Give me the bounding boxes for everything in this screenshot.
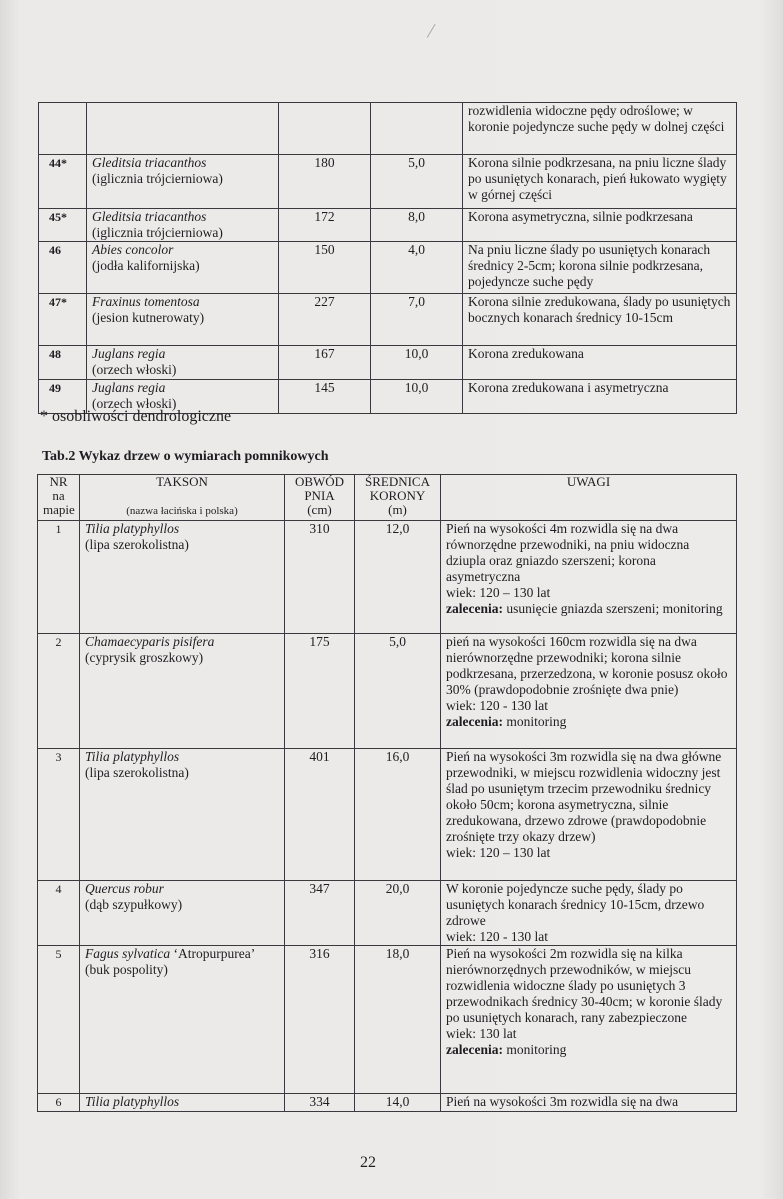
taxon-polish: (dąb szypułkowy) xyxy=(85,897,183,912)
table-row xyxy=(38,946,737,1094)
girth-cell: 150 xyxy=(279,242,371,294)
table-row xyxy=(38,749,737,881)
row-number: 4 xyxy=(38,881,80,946)
taxon-cell xyxy=(87,209,279,242)
table-caption: Tab.2 Wykaz drzew o wymiarach pomnikowych xyxy=(42,449,329,464)
row-number: 45* xyxy=(39,209,87,242)
crown-cell: 18,0 xyxy=(355,946,441,1094)
remarks-cell: Pień na wysokości 3m rozwidla się na dwa główne przewodniki, w miejscu rozwidlenia widoczny jest ślad po usuniętym trzecim przewodniku średnicy około 50cm; korona asymetryczna, silnie zredukowana, drzewo zdrowe (prawdopodobnie zrośnięte trzy okazy drzew) wiek: 120 – 130 lat xyxy=(441,749,737,881)
girth-cell: 227 xyxy=(279,294,371,346)
girth-cell: 180 xyxy=(279,155,371,209)
pencil-mark: / xyxy=(425,17,437,44)
taxon-polish: (jesion kutnerowaty) xyxy=(92,310,205,325)
table-row xyxy=(39,155,737,209)
remarks-cell: pień na wysokości 160cm rozwidla się na dwa nierównorzędne przewodniki; korona silnie podkrzesana, przerzedzona, w koronie posusz około 30% (prawdopodobnie zrośnięte dwa pnie) wiek: 120 - 130 lat zalecenia: monitoring xyxy=(441,634,737,749)
row-number: 47* xyxy=(39,294,87,346)
crown-cell: 16,0 xyxy=(355,749,441,881)
remarks-cell: Korona silnie podkrzesana, na pniu liczne ślady po usuniętych konarach, pień łukowato wygięty w górnej części xyxy=(463,155,737,209)
taxon-cell xyxy=(80,521,285,634)
row-number: 48 xyxy=(39,346,87,380)
remarks-cell: Pień na wysokości 2m rozwidla się na kilka nierównorzędnych przewodników, w miejscu rozwidlenia widoczne ślady po usuniętych 3 przewodnikach średnicy 30-40cm; w koronie ślady po usuniętych konarach, rany zabezpieczone wiek: 130 lat zalecenia: monitoring xyxy=(441,946,737,1094)
taxon-polish: (cyprysik groszkowy) xyxy=(85,650,204,665)
table-header-row xyxy=(38,475,737,521)
remarks-cell: Korona zredukowana xyxy=(463,346,737,380)
girth-cell: 310 xyxy=(285,521,355,634)
table-row xyxy=(38,881,737,946)
col-header-taxon: TAKSON (nazwa łacińska i polska) xyxy=(80,475,285,521)
taxon-latin: Quercus robur xyxy=(85,881,164,896)
taxon-polish: (lipa szerokolistna) xyxy=(85,765,189,780)
table-row xyxy=(39,242,737,294)
col-header-nr: NR na mapie xyxy=(38,475,80,521)
taxon-cell xyxy=(87,346,279,380)
taxon-cell xyxy=(80,749,285,881)
taxon-polish: (jodła kalifornijska) xyxy=(92,258,200,273)
crown-cell: 10,0 xyxy=(371,346,463,380)
col-header-girth: OBWÓD PNIA (cm) xyxy=(285,475,355,521)
taxon-cell xyxy=(87,294,279,346)
crown-cell: 8,0 xyxy=(371,209,463,242)
taxon-latin: Juglans regia xyxy=(92,346,166,361)
row-number: 6 xyxy=(38,1094,80,1112)
taxon-cell xyxy=(80,634,285,749)
taxon-cell xyxy=(80,881,285,946)
remarks-cell: Na pniu liczne ślady po usuniętych konarach średnicy 2-5cm; korona silnie podkrzesana, pojedyncze suche pędy xyxy=(463,242,737,294)
table-row xyxy=(38,634,737,749)
table-row xyxy=(38,521,737,634)
girth-cell: 334 xyxy=(285,1094,355,1112)
crown-cell: 4,0 xyxy=(371,242,463,294)
taxon-polish: (orzech włoski) xyxy=(92,396,177,411)
page-number: 22 xyxy=(360,1154,376,1171)
taxon-polish: (buk pospolity) xyxy=(85,962,168,977)
row-number: 3 xyxy=(38,749,80,881)
taxon-latin: Gleditsia triacanthos xyxy=(92,155,207,170)
girth-cell: 347 xyxy=(285,881,355,946)
row-number: 2 xyxy=(38,634,80,749)
girth-cell: 172 xyxy=(279,209,371,242)
footnote: * osobliwości dendrologiczne xyxy=(40,408,232,425)
taxon-polish: (orzech włoski) xyxy=(92,362,177,377)
taxon-latin: Juglans regia xyxy=(92,380,166,395)
crown-cell: 7,0 xyxy=(371,294,463,346)
taxon-cultivar: ‘Atropurpurea’ xyxy=(170,946,256,961)
taxon-cell xyxy=(87,242,279,294)
taxon-polish: (iglicznia trójcierniowa) xyxy=(92,171,223,186)
taxon-latin: Gleditsia triacanthos xyxy=(92,209,207,224)
crown-cell: 10,0 xyxy=(371,380,463,414)
taxon-latin: Tilia platyphyllos xyxy=(85,521,180,536)
remarks-cell: Korona asymetryczna, silnie podkrzesana xyxy=(463,209,737,242)
remarks-cell: rozwidlenia widoczne pędy odroślowe; w koronie pojedyncze suche pędy w dolnej części xyxy=(463,103,737,155)
taxon-polish: (iglicznia trójcierniowa) xyxy=(92,225,223,240)
col-header-remarks: UWAGI xyxy=(441,475,737,521)
tree-table-continued xyxy=(38,102,737,414)
girth-cell: 175 xyxy=(285,634,355,749)
row-number: 46 xyxy=(39,242,87,294)
taxon-latin: Tilia platyphyllos xyxy=(85,749,180,764)
taxon-cell xyxy=(80,946,285,1094)
girth-cell: 145 xyxy=(279,380,371,414)
table-row xyxy=(39,294,737,346)
taxon-latin: Fagus sylvatica xyxy=(85,946,171,961)
taxon-latin: Chamaecyparis pisifera xyxy=(85,634,215,649)
girth-cell: 167 xyxy=(279,346,371,380)
taxon-latin: Fraxinus tomentosa xyxy=(92,294,200,309)
crown-cell: 14,0 xyxy=(355,1094,441,1112)
taxon-latin: Tilia platyphyllos xyxy=(85,1094,180,1109)
remarks-cell: Korona silnie zredukowana, ślady po usuniętych bocznych konarach średnicy 10-15cm xyxy=(463,294,737,346)
row-number: 1 xyxy=(38,521,80,634)
remarks-cell: Pień na wysokości 3m rozwidla się na dwa xyxy=(441,1094,737,1112)
remarks-cell: Korona zredukowana i asymetryczna xyxy=(463,380,737,414)
crown-cell: 5,0 xyxy=(371,155,463,209)
row-number: 44* xyxy=(39,155,87,209)
taxon-latin: Abies concolor xyxy=(92,242,174,257)
taxon-cell xyxy=(87,155,279,209)
row-number: 49 xyxy=(39,380,87,414)
girth-cell: 316 xyxy=(285,946,355,1094)
crown-cell: 20,0 xyxy=(355,881,441,946)
table-row xyxy=(38,1094,737,1112)
remarks-cell: W koronie pojedyncze suche pędy, ślady po usuniętych konarach średnicy 10-15cm, drzewo zdrowe wiek: 120 - 130 lat xyxy=(441,881,737,946)
girth-cell: 401 xyxy=(285,749,355,881)
taxon-polish: (lipa szerokolistna) xyxy=(85,537,189,552)
taxon-cell xyxy=(80,1094,285,1112)
col-header-crown: ŚREDNICA KORONY (m) xyxy=(355,475,441,521)
monument-trees-table xyxy=(37,474,737,1112)
table-row xyxy=(39,209,737,242)
table-row xyxy=(39,103,737,155)
table-row xyxy=(39,346,737,380)
remarks-cell: Pień na wysokości 4m rozwidla się na dwa równorzędne przewodniki, na pniu widoczna dziupla oraz gniazdo szerszeni; korona asymetryczna wiek: 120 – 130 lat zalecenia: usunięcie gniazda szerszeni; monitoring xyxy=(441,521,737,634)
crown-cell: 12,0 xyxy=(355,521,441,634)
crown-cell: 5,0 xyxy=(355,634,441,749)
row-number: 5 xyxy=(38,946,80,1094)
